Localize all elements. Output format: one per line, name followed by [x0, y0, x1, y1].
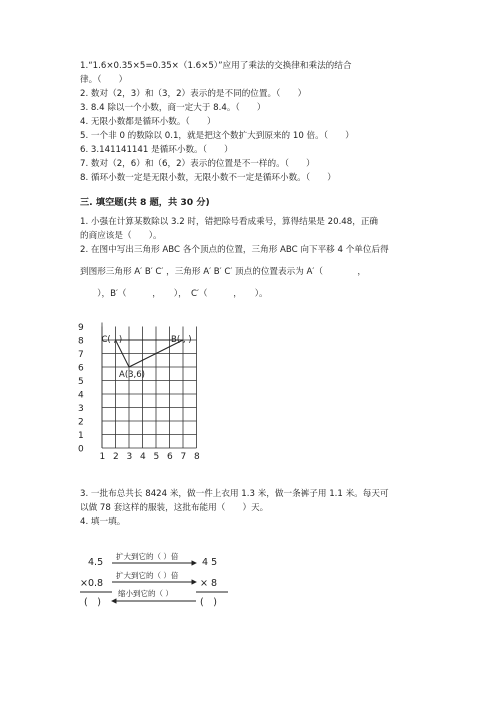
top-operation-label: 扩大到它的（ ）倍 [116, 552, 179, 561]
judge-q8: 8. 循环小数一定是无限小数，无限小数不一定是循环小数。（ ） [80, 173, 336, 183]
arrow-diagram [78, 548, 258, 628]
y-tick-label: 3 [78, 404, 84, 414]
bottom-operation-label: 缩小到它的（ ） [118, 589, 173, 598]
multiplier-0-8: ×0.8 [80, 578, 104, 589]
multiplier-8: × 8 [200, 578, 218, 589]
y-tick-label: 5 [78, 377, 84, 387]
middle-operation-label: 扩大到它的（ ）倍 [116, 571, 179, 580]
y-tick-label: 6 [78, 363, 84, 374]
y-tick-label: 1 [78, 431, 84, 441]
judge-q7: 7. 数对（2，6）和（6，2）表示的位置是不一样的。（ ） [80, 159, 315, 169]
fill-q2-line1: 2. 在图中写出三角形 ABC 各个顶点的位置，三角形 ABC 向下平移 4 个单位后得 [80, 245, 389, 255]
x-tick-label: 2 [113, 452, 119, 462]
blank-right: ( ) [200, 597, 217, 608]
judge-q1-line2: 律。（ ） [80, 75, 128, 85]
fill-q4: 4. 填一填。 [80, 517, 126, 527]
y-tick-label: 0 [78, 444, 84, 455]
fill-q2-line2: 到图形三角形 A′ B′ C′ ，三角形 A′ B′ C′ 顶点的位置表示为 A′（ ， [80, 267, 366, 277]
y-tick-label: 8 [78, 336, 84, 347]
number-4-5-left: 4.5 [88, 557, 104, 568]
fill-q1-line2: 的商应该是（ ）。 [80, 231, 162, 241]
judge-q5: 5. 一个非 0 的数除以 0.1，就是把这个数扩大到原来的 10 倍。（ ） [80, 131, 354, 141]
label-c: C( , ) [101, 335, 123, 345]
x-tick-label: 1 [99, 452, 106, 462]
y-tick-label: 2 [78, 417, 84, 428]
fill-q3-line1: 3. 一批布总共长 8424 米，做一件上衣用 1.3 米，做一条裤子用 1.1 米。每天可 [80, 489, 389, 499]
number-4-5-right: 4 5 [202, 557, 218, 568]
judge-q4: 4. 无限小数都是循环小数。（ ） [80, 117, 216, 127]
judge-q3: 3. 8.4 除以一个小数，商一定大于 8.4。（ ） [80, 103, 266, 113]
x-tick-label: 3 [126, 452, 133, 462]
label-a: A(3,6) [119, 370, 145, 380]
coordinate-grid [70, 320, 210, 465]
x-tick-label: 4 [140, 452, 146, 462]
x-tick-label: 7 [180, 452, 187, 462]
y-tick-label: 9 [78, 323, 84, 333]
blank-left: ( ) [84, 597, 101, 608]
fill-q1-line1: 1. 小强在计算某数除以 3.2 时，错把除号看成乘号，算得结果是 20.48，正确 [80, 217, 379, 227]
y-tick-label: 4 [78, 390, 84, 401]
fill-section-heading: 三. 填空题(共 8 题，共 30 分) [80, 197, 210, 208]
x-tick-label: 5 [153, 452, 160, 462]
judge-q6: 6. 3.141141141 是循环小数。（ ） [80, 145, 233, 155]
fill-q2-line3: ），B′（ ， ）， C′（ ， ）。 [80, 289, 268, 299]
fill-q3-line2: 以做 78 套这样的服装，这批布能用（ ）天。 [80, 503, 269, 513]
x-tick-label: 6 [167, 452, 173, 462]
judge-q2: 2. 数对（2，3）和（3，2）表示的是不同的位置。（ ） [80, 89, 307, 99]
label-b: B( , ) [171, 335, 192, 345]
y-tick-label: 7 [78, 350, 84, 360]
x-tick-label: 8 [194, 452, 200, 462]
judge-q1-line1: 1.“1.6×0.35×5=0.35×（1.6×5）”应用了乘法的交换律和乘法的结合 [80, 61, 352, 71]
